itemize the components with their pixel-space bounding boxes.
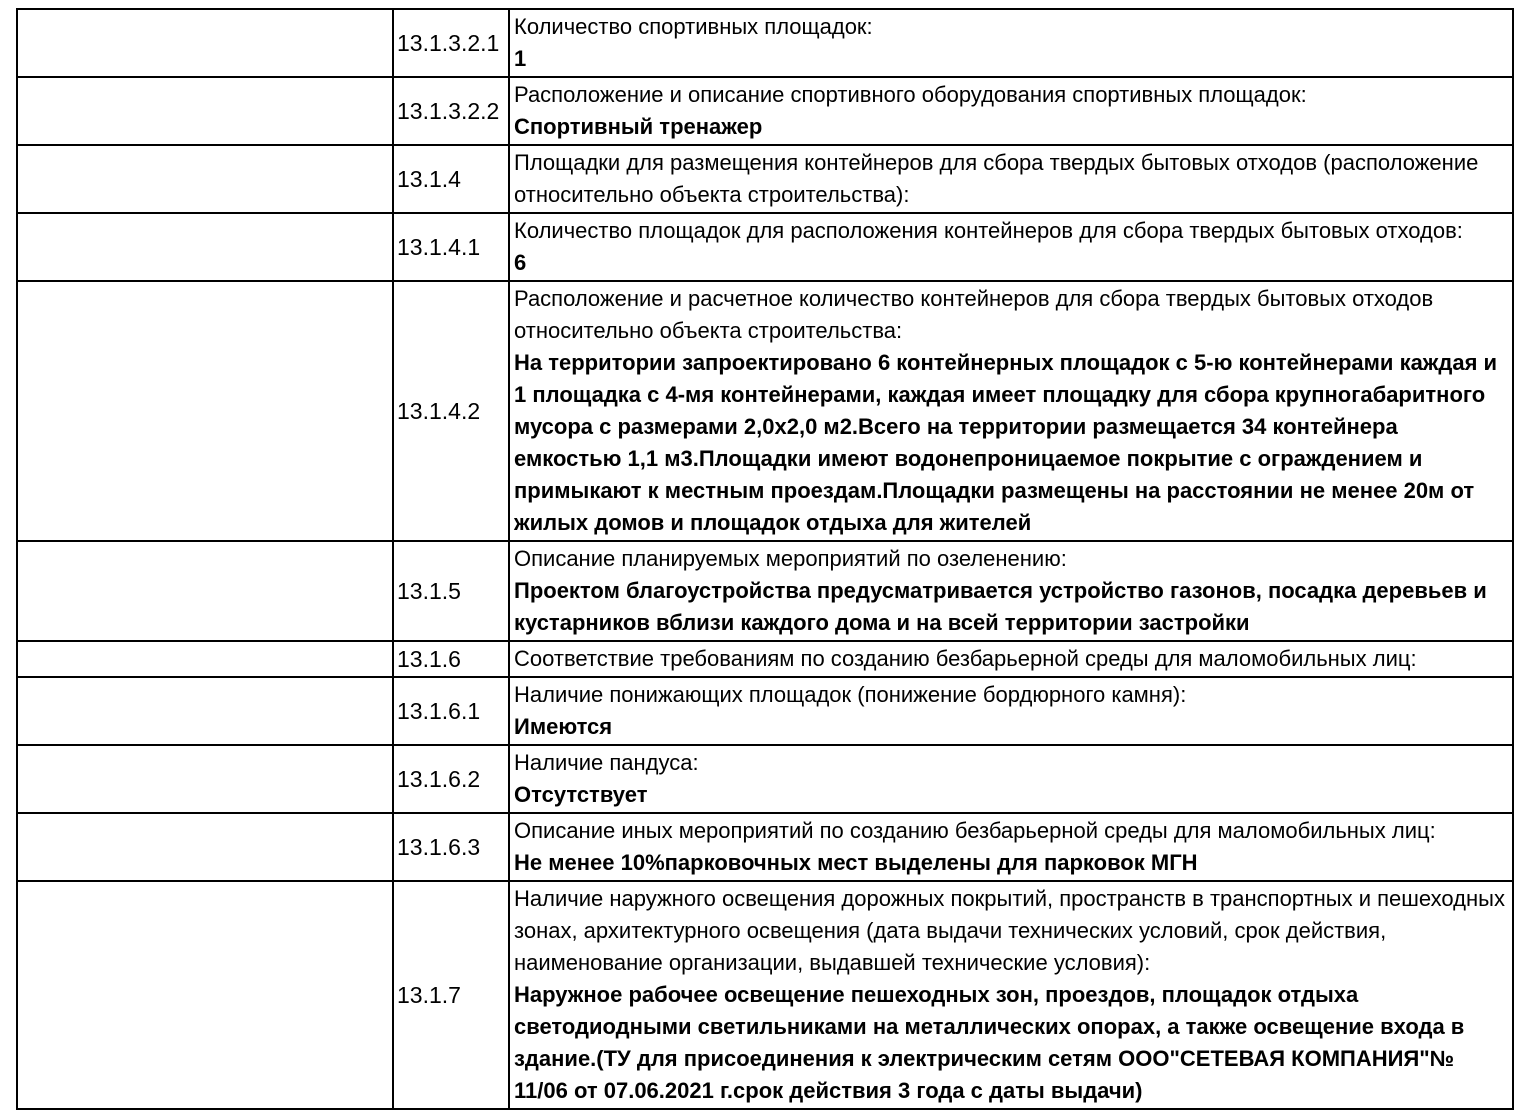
- row-code: 13.1.4: [397, 166, 461, 192]
- table-row: [17, 745, 1513, 813]
- table-row: [17, 9, 1513, 77]
- table-row: [17, 145, 1513, 213]
- row-code-cell: [393, 145, 509, 213]
- row-value: Проектом благоустройства предусматривается устройство газонов, посадка деревьев и кустарников вблизи каждого дома и на всей территории застройки: [514, 578, 1487, 635]
- empty-cell: [17, 541, 393, 641]
- row-value: Не менее 10%парковочных мест выделены для парковок МГН: [514, 850, 1198, 875]
- row-label: Площадки для размещения контейнеров для сбора твердых бытовых отходов (расположение относительно объекта строительства):: [514, 150, 1479, 207]
- table-row: [17, 77, 1513, 145]
- empty-cell: [17, 881, 393, 1109]
- table-row: [17, 541, 1513, 641]
- row-code-cell: [393, 881, 509, 1109]
- empty-cell: [17, 213, 393, 281]
- table-row: [17, 813, 1513, 881]
- row-code-cell: [393, 541, 509, 641]
- row-code-cell: [393, 641, 509, 677]
- row-label: Наличие наружного освещения дорожных покрытий, пространств в транспортных и пешеходных зонах, архитектурного освещения (дата выдачи технических условий, срок действия, наименование организации, выдавшей технические условия):: [514, 886, 1505, 975]
- row-content-cell: [509, 641, 1513, 677]
- row-code: 13.1.4.2: [397, 398, 481, 424]
- row-label: Соответствие требованиям по созданию безбарьерной среды для маломобильных лиц:: [514, 646, 1417, 671]
- empty-cell: [17, 145, 393, 213]
- row-value: Спортивный тренажер: [514, 114, 763, 139]
- empty-cell: [17, 281, 393, 541]
- empty-cell: [17, 641, 393, 677]
- row-content-cell: [509, 281, 1513, 541]
- row-code-cell: [393, 281, 509, 541]
- row-content-cell: [509, 745, 1513, 813]
- table-row: [17, 641, 1513, 677]
- row-label: Наличие пандуса:: [514, 750, 699, 775]
- row-value: На территории запроектировано 6 контейнерных площадок с 5-ю контейнерами каждая и 1 площадка с 4-мя контейнерами, каждая имеет площадку для сбора крупногабаритного мусора с размерами 2,0х2,0 м2.Всего на территории размещается 34 контейнера емкостью 1,1 м3.Площадки имеют водонепроницаемое покрытие с ограждением и примыкают к местным проездам.Площадки размещены на расстоянии не менее 20м от жилых домов и площадок отдыха для жителей: [514, 350, 1498, 535]
- row-code: 13.1.5: [397, 578, 461, 604]
- empty-cell: [17, 813, 393, 881]
- row-content-cell: [509, 213, 1513, 281]
- row-content-cell: [509, 881, 1513, 1109]
- row-label: Количество спортивных площадок:: [514, 14, 873, 39]
- empty-cell: [17, 745, 393, 813]
- row-code: 13.1.6: [397, 646, 461, 672]
- declaration-table: [16, 8, 1514, 1110]
- row-code: 13.1.4.1: [397, 234, 481, 260]
- row-code-cell: [393, 813, 509, 881]
- row-value: 6: [514, 250, 527, 275]
- row-code-cell: [393, 77, 509, 145]
- row-code: 13.1.3.2.2: [397, 98, 500, 124]
- empty-cell: [17, 9, 393, 77]
- row-code-cell: [393, 677, 509, 745]
- row-value: 1: [514, 46, 527, 71]
- table-row: [17, 281, 1513, 541]
- table-row: [17, 213, 1513, 281]
- row-value: Отсутствует: [514, 782, 648, 807]
- row-content-cell: [509, 677, 1513, 745]
- row-value: Имеются: [514, 714, 613, 739]
- table-row: [17, 677, 1513, 745]
- empty-cell: [17, 77, 393, 145]
- row-code: 13.1.7: [397, 982, 461, 1008]
- row-code-cell: [393, 745, 509, 813]
- row-label: Описание планируемых мероприятий по озеленению:: [514, 546, 1067, 571]
- row-label: Расположение и расчетное количество контейнеров для сбора твердых бытовых отходов относительно объекта строительства:: [514, 286, 1434, 343]
- row-content-cell: [509, 541, 1513, 641]
- row-label: Расположение и описание спортивного оборудования спортивных площадок:: [514, 82, 1307, 107]
- row-code: 13.1.6.3: [397, 834, 481, 860]
- row-content-cell: [509, 9, 1513, 77]
- row-value: Наружное рабочее освещение пешеходных зон, проездов, площадок отдыха светодиодными светильниками на металлических опорах, а также освещение входа в здание.(ТУ для присоединения к электрическим сетям ООО"СЕТЕВАЯ КОМПАНИЯ"№ 11/06 от 07.06.2021 г.срок действия 3 года с даты выдачи): [514, 982, 1465, 1103]
- row-code: 13.1.6.2: [397, 766, 481, 792]
- row-content-cell: [509, 145, 1513, 213]
- row-content-cell: [509, 813, 1513, 881]
- row-label: Количество площадок для расположения контейнеров для сбора твердых бытовых отходов:: [514, 218, 1463, 243]
- row-label: Наличие понижающих площадок (понижение бордюрного камня):: [514, 682, 1187, 707]
- row-content-cell: [509, 77, 1513, 145]
- row-code: 13.1.3.2.1: [397, 30, 500, 56]
- empty-cell: [17, 677, 393, 745]
- row-code-cell: [393, 9, 509, 77]
- row-code: 13.1.6.1: [397, 698, 481, 724]
- row-code-cell: [393, 213, 509, 281]
- table-row: [17, 881, 1513, 1109]
- row-label: Описание иных мероприятий по созданию безбарьерной среды для маломобильных лиц:: [514, 818, 1436, 843]
- declaration-table-body: [17, 9, 1513, 1109]
